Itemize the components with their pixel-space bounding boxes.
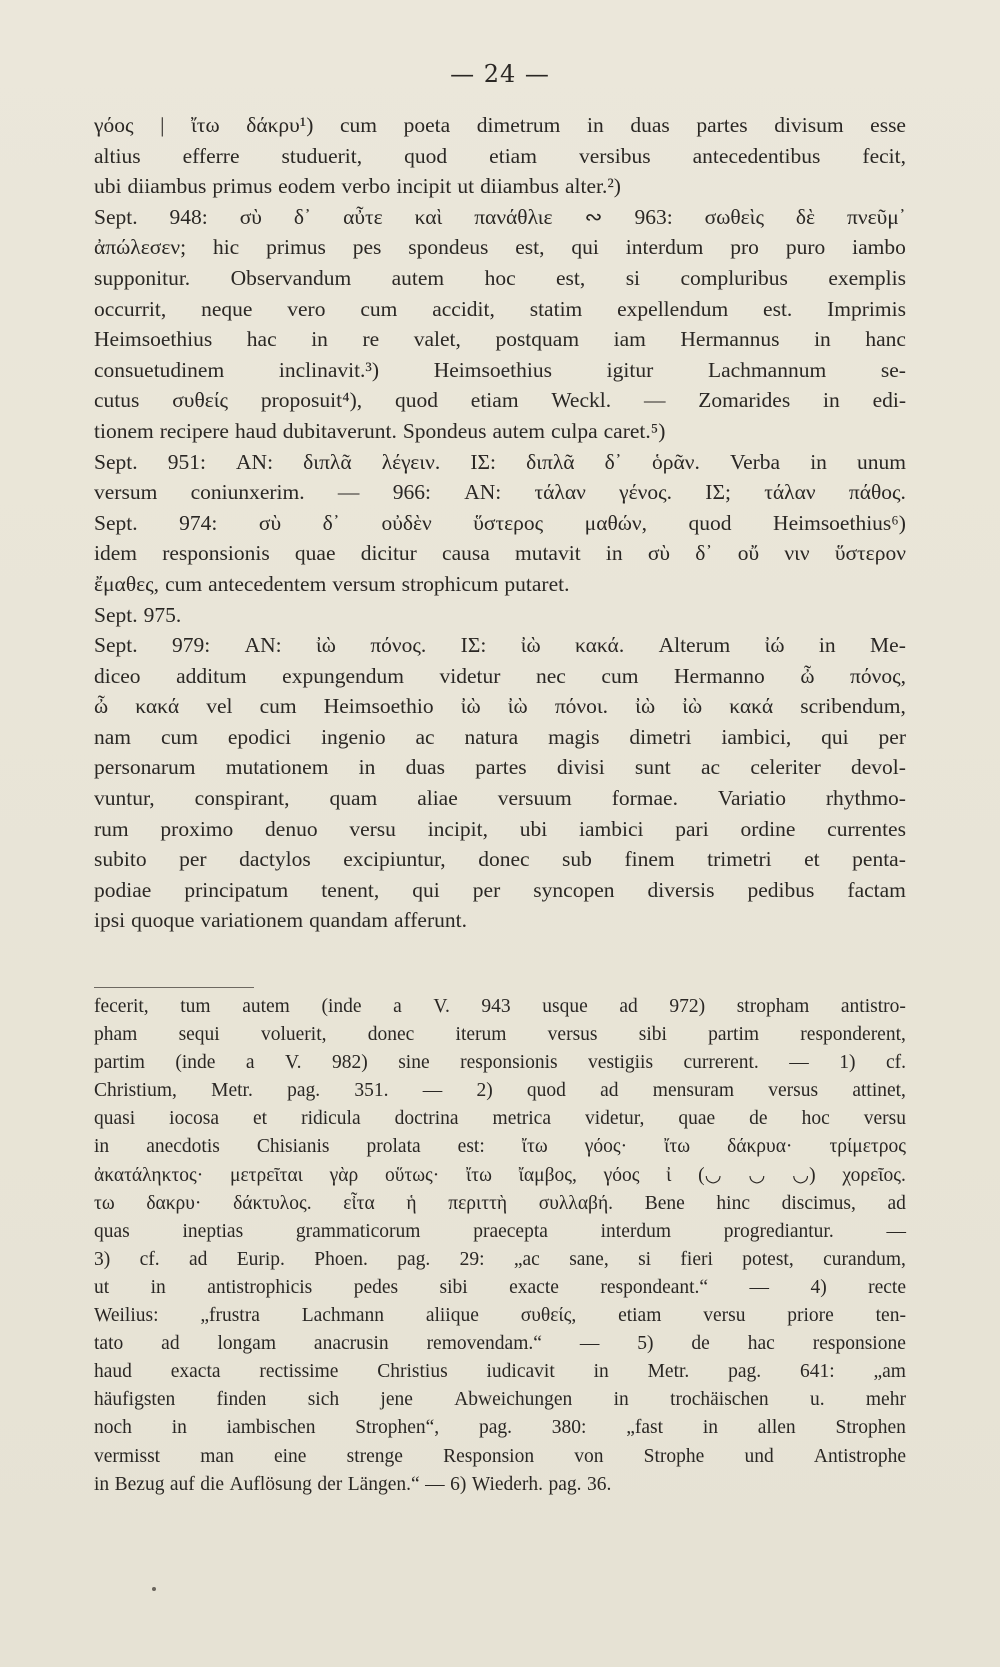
text-line: supponitur. Observandum autem hoc est, si compluribus exemplis bbox=[94, 265, 906, 290]
text-line: Sept. 948: σὺ δ᾽ αὖτε καὶ πανάθλιε ∾ 963: σωθεὶς δὲ πνεῦμ᾽ bbox=[94, 204, 906, 229]
text-line: γόος | ἴτω δάκρυ¹) cum poeta dimetrum in duas partes divisum esse bbox=[94, 113, 906, 137]
footnote-line: fecerit, tum autem (inde a V. 943 usque ad 972) stropham antistro- bbox=[94, 996, 906, 1017]
footnote-line: 3) cf. ad Eurip. Phoen. pag. 29: „ac sane, si fieri potest, curandum, bbox=[94, 1248, 906, 1270]
text-line: versum coniunxerim. — 966: ΑΝ: τάλαν γένος. ΙΣ; τάλαν πάθος. bbox=[94, 480, 906, 505]
text-line: consuetudinem inclinavit.³) Heimsoethius igitur Lachmannum se- bbox=[94, 357, 906, 382]
text-line: nam cum epodici ingenio ac natura magis dimetri iambici, qui per bbox=[94, 724, 906, 749]
footnote-line: haud exacta rectissime Christius iudicavit in Metr. pag. 641: „am bbox=[94, 1361, 906, 1383]
footnote-line: noch in iambischen Strophen“, pag. 380: „fast in allen Strophen bbox=[94, 1417, 906, 1439]
text-line: ὦ κακά vel cum Heimsoethio ἰὼ ἰὼ πόνοι. ἰὼ ἰὼ κακά scribendum, bbox=[94, 694, 906, 719]
footnote-line: häufigsten finden sich jene Abweichungen in trochäischen u. mehr bbox=[94, 1389, 906, 1411]
text-line: Sept. 979: ΑΝ: ἰὼ πόνος. ΙΣ: ἰὼ κακά. Alterum ἰώ in Me- bbox=[94, 633, 906, 658]
page-number: — 24 — bbox=[450, 60, 550, 88]
footnote-line: partim (inde a V. 982) sine responsionis vestigiis currerent. — 1) cf. bbox=[94, 1052, 906, 1074]
footnote-line: tato ad longam anacrusin removendam.“ — 5) de hac responsione bbox=[94, 1333, 906, 1355]
footnote-line: quasi iocosa et ridicula doctrina metrica videtur, quae de hoc versu bbox=[94, 1108, 906, 1130]
footnote-line: in anecdotis Chisianis prolata est: ἴτω γόος· ἴτω δάκρυα· τρίμετρος bbox=[94, 1136, 906, 1158]
text-line: tionem recipere haud dubitaverunt. Spondeus autem culpa caret.⁵) bbox=[94, 418, 666, 443]
footnotes bbox=[94, 993, 906, 1499]
main-text bbox=[94, 110, 906, 936]
text-line: vuntur, conspirant, quam aliae versuum formae. Variatio rhythmo- bbox=[94, 786, 906, 811]
text-line: subito per dactylos excipiuntur, donec sub finem trimetri et penta- bbox=[94, 847, 906, 872]
footnote-line: Weilius: „frustra Lachmann aliique συθείς, etiam versu priore ten- bbox=[94, 1305, 906, 1327]
footnote-line: in Bezug auf die Auflösung der Längen.“ — 6) Wiederh. pag. 36. bbox=[94, 1473, 612, 1495]
footnote-line: τω δακρυ· δάκτυλος. εἶτα ἡ περιττὴ συλλαβή. Bene hinc discimus, ad bbox=[94, 1192, 906, 1214]
footnote-line: quas ineptias grammaticorum praecepta interdum progrediantur. — bbox=[94, 1220, 906, 1242]
ink-speck bbox=[152, 1587, 156, 1591]
footnote-line: vermisst man eine strenge Responsion von Strophe und Antistrophe bbox=[94, 1445, 906, 1467]
text-line: ἔμαθες, cum antecedentem versum strophicum putaret. bbox=[94, 571, 570, 596]
text-line: ubi diiambus primus eodem verbo incipit ut diiambus alter.²) bbox=[94, 174, 621, 199]
text-line: Heimsoethius hac in re valet, postquam iam Hermannus in hanc bbox=[94, 327, 906, 352]
footnote-line: pham sequi voluerit, donec iterum versus sibi partim responderent, bbox=[94, 1024, 906, 1046]
text-line: ipsi quoque variationem quandam afferunt. bbox=[94, 908, 467, 933]
text-line: Sept. 974: σὺ δ᾽ οὐδὲν ὕστερος μαθών, quod Heimsoethius⁶) bbox=[94, 510, 906, 535]
text-line: occurrit, neque vero cum accidit, statim expellendum est. Imprimis bbox=[94, 296, 906, 321]
text-line: diceo additum expungendum videtur nec cum Hermanno ὦ πόνος, bbox=[94, 663, 906, 688]
text-line: idem responsionis quae dicitur causa mutavit in σὺ δ᾽ οὔ νιν ὕστερον bbox=[94, 541, 906, 566]
text-line: ἀπώλεσεν; hic primus pes spondeus est, qui interdum pro puro iambo bbox=[94, 235, 906, 260]
text-line: cutus συθείς proposuit⁴), quod etiam Weckl. — Zomarides in edi- bbox=[94, 388, 906, 413]
footnote-line: Christium, Metr. pag. 351. — 2) quod ad mensuram versus attinet, bbox=[94, 1080, 906, 1102]
text-line: altius efferre studuerit, quod etiam versibus antecedentibus fecit, bbox=[94, 143, 906, 168]
text-line: podiae principatum tenent, qui per syncopen diversis pedibus factam bbox=[94, 877, 906, 902]
footnote-line: ut in antistrophicis pedes sibi exacte respondeant.“ — 4) recte bbox=[94, 1276, 906, 1298]
footnote-line: ἀκατάληκτος· μετρεῖται γὰρ οὕτως· ἴτω ἴαμβος, γόος ἰ (◡ ◡ ◡) χορεῖος. bbox=[94, 1164, 906, 1186]
text-line: personarum mutationem in duas partes divisi sunt ac celeriter devol- bbox=[94, 755, 906, 780]
footnote-separator bbox=[94, 987, 254, 988]
text-line: Sept. 975. bbox=[94, 602, 182, 627]
text-line: Sept. 951: ΑΝ: διπλᾶ λέγειν. ΙΣ: διπλᾶ δ᾽ ὁρᾶν. Verba in unum bbox=[94, 449, 906, 474]
text-line: rum proximo denuo versu incipit, ubi iambici pari ordine currentes bbox=[94, 816, 906, 841]
